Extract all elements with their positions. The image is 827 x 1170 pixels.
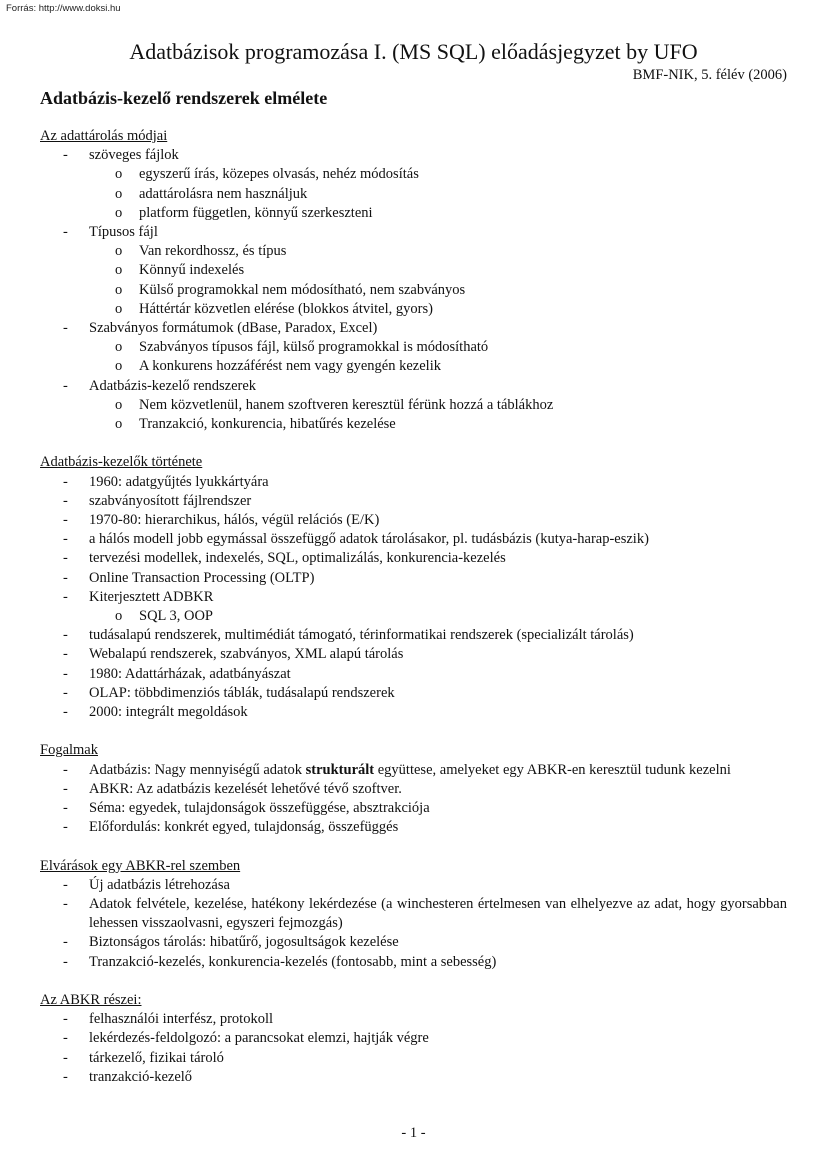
circle-bullet-icon: o <box>115 243 123 260</box>
list-item <box>40 799 787 818</box>
sub-list-item <box>40 607 787 626</box>
circle-bullet-icon: o <box>115 416 123 433</box>
dash-bullet-icon: - <box>63 320 68 337</box>
dash-bullet-icon: - <box>63 665 68 682</box>
list-item-text: 2000: integrált megoldások <box>89 704 248 721</box>
source-url: Forrás: http://www.doksi.hu <box>6 3 121 14</box>
list-item-text: 1980: Adattárházak, adatbányászat <box>89 665 291 682</box>
bullet-list <box>40 761 787 838</box>
section <box>40 991 787 1087</box>
list-item <box>40 511 787 530</box>
circle-bullet-icon: o <box>115 396 123 413</box>
section <box>40 127 787 434</box>
circle-bullet-icon: o <box>115 358 123 375</box>
list-item-text: Kiterjesztett ADBKR <box>89 588 214 605</box>
dash-bullet-icon: - <box>63 1068 68 1085</box>
list-item <box>40 818 787 837</box>
sub-list-item-text: SQL 3, OOP <box>139 608 213 625</box>
list-item-text: felhasználói interfész, protokoll <box>89 1011 274 1028</box>
bullet-list <box>40 1010 787 1087</box>
list-item-text: szabványosított fájlrendszer <box>89 492 252 509</box>
list-item <box>40 876 787 895</box>
list-item <box>40 1029 787 1048</box>
dash-bullet-icon: - <box>63 876 68 893</box>
list-item-text: lekérdezés-feldolgozó: a parancsokat elemzi, hajtják végre <box>89 1030 429 1047</box>
dash-bullet-icon: - <box>63 896 68 913</box>
list-item <box>40 492 787 511</box>
dash-bullet-icon: - <box>63 512 68 529</box>
list-item <box>40 1068 787 1087</box>
sub-list-item <box>40 261 787 280</box>
sub-list-item-text: platform független, könnyű szerkeszteni <box>139 204 373 221</box>
list-item <box>40 933 787 952</box>
list-item-text: Séma: egyedek, tulajdonságok összefüggése, absztrakciója <box>89 800 430 817</box>
section-title: Adatbázis-kezelők története <box>40 454 203 471</box>
chapter-heading: Adatbázis-kezelő rendszerek elmélete <box>40 88 328 108</box>
list-item <box>40 588 787 607</box>
list-item-text: 1960: adatgyűjtés lyukkártyára <box>89 473 269 490</box>
list-item <box>40 549 787 568</box>
section-title: Fogalmak <box>40 742 98 759</box>
dash-bullet-icon: - <box>63 627 68 644</box>
list-item <box>40 761 787 780</box>
list-item-text: Online Transaction Processing (OLTP) <box>89 569 315 586</box>
dash-bullet-icon: - <box>63 550 68 567</box>
list-item <box>40 223 787 242</box>
sub-list-item <box>40 338 787 357</box>
list-item <box>40 1010 787 1029</box>
dash-bullet-icon: - <box>63 934 68 951</box>
list-item <box>40 319 787 338</box>
list-item <box>40 684 787 703</box>
list-item <box>40 377 787 396</box>
sub-list-item-text: Háttértár közvetlen elérése (blokkos átvitel, gyors) <box>139 300 433 317</box>
list-item <box>40 530 787 549</box>
list-item-text: Webalapú rendszerek, szabványos, XML alapú tárolás <box>89 646 404 663</box>
list-item <box>40 703 787 722</box>
list-item <box>40 146 787 165</box>
list-item-text-continued: együttese, amelyeket egy ABKR-en keresztül tudunk kezelni <box>374 761 731 778</box>
bullet-list <box>40 876 787 972</box>
list-item-text: OLAP: többdimenziós táblák, tudásalapú rendszerek <box>89 684 395 701</box>
circle-bullet-icon: o <box>115 300 123 317</box>
sub-list-item <box>40 281 787 300</box>
dash-bullet-icon: - <box>63 780 68 797</box>
sub-list-item-text: A konkurens hozzáférést nem vagy gyengén kezelik <box>139 358 441 375</box>
sub-list-item-text: Könnyű indexelés <box>139 262 245 279</box>
list-item <box>40 645 787 664</box>
dash-bullet-icon: - <box>63 473 68 490</box>
circle-bullet-icon: o <box>115 185 123 202</box>
list-item-text: tranzakció-kezelő <box>89 1068 193 1085</box>
list-item <box>40 665 787 684</box>
list-item-text: Szabványos formátumok (dBase, Paradox, Excel) <box>89 320 378 337</box>
sub-list-item-text: adattárolásra nem használjuk <box>139 185 308 202</box>
dash-bullet-icon: - <box>63 492 68 509</box>
list-item <box>40 569 787 588</box>
document-body <box>40 127 787 1106</box>
list-item-text: tárkezelő, fizikai tároló <box>89 1049 224 1066</box>
list-item-text: Előfordulás: konkrét egyed, tulajdonság, összefüggés <box>89 819 399 836</box>
list-item-text: tudásalapú rendszerek, multimédiát támogató, térinformatikai rendszerek (specializált tárolás) <box>89 627 634 644</box>
section-title: Elvárások egy ABKR-rel szemben <box>40 857 241 874</box>
dash-bullet-icon: - <box>63 224 68 241</box>
circle-bullet-icon: o <box>115 608 123 625</box>
list-item <box>40 626 787 645</box>
bullet-list <box>40 146 787 434</box>
list-item-text: Biztonságos tárolás: hibatűrő, jogosultságok kezelése <box>89 934 399 951</box>
section-title: Az adattárolás módjai <box>40 128 168 144</box>
circle-bullet-icon: o <box>115 166 123 183</box>
list-item-text: ABKR: Az adatbázis kezelését lehetővé tévő szoftver. <box>89 780 402 797</box>
dash-bullet-icon: - <box>63 1030 68 1047</box>
list-item <box>40 473 787 492</box>
list-item-text: Új adatbázis létrehozása <box>89 876 230 893</box>
circle-bullet-icon: o <box>115 204 123 221</box>
sub-list-item <box>40 165 787 184</box>
list-item-text: Típusos fájl <box>89 224 158 241</box>
list-item <box>40 953 787 972</box>
section-title: Az ABKR részei: <box>40 992 142 1009</box>
dash-bullet-icon: - <box>63 147 68 164</box>
section <box>40 453 787 722</box>
dash-bullet-icon: - <box>63 1011 68 1028</box>
bullet-list <box>40 473 787 723</box>
list-item-text: Adatbázis: Nagy mennyiségű adatok <box>89 761 306 778</box>
dash-bullet-icon: - <box>63 588 68 605</box>
circle-bullet-icon: o <box>115 339 123 356</box>
sub-list-item-text: Szabványos típusos fájl, külső programokkal is módosítható <box>139 339 489 356</box>
list-item-text: Tranzakció-kezelés, konkurencia-kezelés (fontosabb, mint a sebesség) <box>89 953 497 970</box>
dash-bullet-icon: - <box>63 377 68 394</box>
sub-list-item <box>40 242 787 261</box>
sub-list-item <box>40 185 787 204</box>
dash-bullet-icon: - <box>63 569 68 586</box>
list-item-text: Adatok felvétele, kezelése, hatékony lekérdezése (a winchesteren értelmesen van elhelyezve az adat, hogy gyorsabban lehessen visszaolvasni, egyszeri fejmozgás) <box>89 896 787 932</box>
dash-bullet-icon: - <box>63 531 68 548</box>
dash-bullet-icon: - <box>63 761 68 778</box>
sub-list-item <box>40 357 787 376</box>
circle-bullet-icon: o <box>115 262 123 279</box>
sub-list-item-text: Nem közvetlenül, hanem szoftveren keresztül férünk hozzá a táblákhoz <box>139 396 554 413</box>
sub-list-item-text: Tranzakció, konkurencia, hibatűrés kezelése <box>139 416 396 433</box>
list-item-text: szöveges fájlok <box>89 147 179 164</box>
dash-bullet-icon: - <box>63 704 68 721</box>
dash-bullet-icon: - <box>63 800 68 817</box>
emphasis-text: strukturált <box>305 761 375 778</box>
dash-bullet-icon: - <box>63 953 68 970</box>
page-number: - 1 - <box>401 1125 426 1141</box>
sub-list-item-text: egyszerű írás, közepes olvasás, nehéz módosítás <box>139 166 419 183</box>
document-title: Adatbázisok programozása I. (MS SQL) előadásjegyzet by UFO <box>129 39 698 64</box>
sub-list-item-text: Van rekordhossz, és típus <box>139 243 287 260</box>
list-item-text: Adatbázis-kezelő rendszerek <box>89 377 257 394</box>
circle-bullet-icon: o <box>115 281 123 298</box>
list-item <box>40 780 787 799</box>
list-item <box>40 1049 787 1068</box>
sub-list-item <box>40 396 787 415</box>
dash-bullet-icon: - <box>63 684 68 701</box>
section <box>40 857 787 972</box>
sub-list-item-text: Külső programokkal nem módosítható, nem szabványos <box>139 281 466 298</box>
dash-bullet-icon: - <box>63 819 68 836</box>
list-item-text: a hálós modell jobb egymással összefüggő adatok tárolásakor, pl. tudásbázis (kutya-harap-eszik) <box>89 531 649 548</box>
list-item-text: 1970-80: hierarchikus, hálós, végül relációs (E/K) <box>89 512 380 529</box>
list-item <box>40 895 787 933</box>
document-subtitle: BMF-NIK, 5. félév (2006) <box>632 67 787 83</box>
section <box>40 741 787 837</box>
list-item-text: tervezési modellek, indexelés, SQL, optimalizálás, konkurencia-kezelés <box>89 550 506 567</box>
dash-bullet-icon: - <box>63 646 68 663</box>
sub-list-item <box>40 204 787 223</box>
dash-bullet-icon: - <box>63 1049 68 1066</box>
sub-list-item <box>40 300 787 319</box>
sub-list-item <box>40 415 787 434</box>
